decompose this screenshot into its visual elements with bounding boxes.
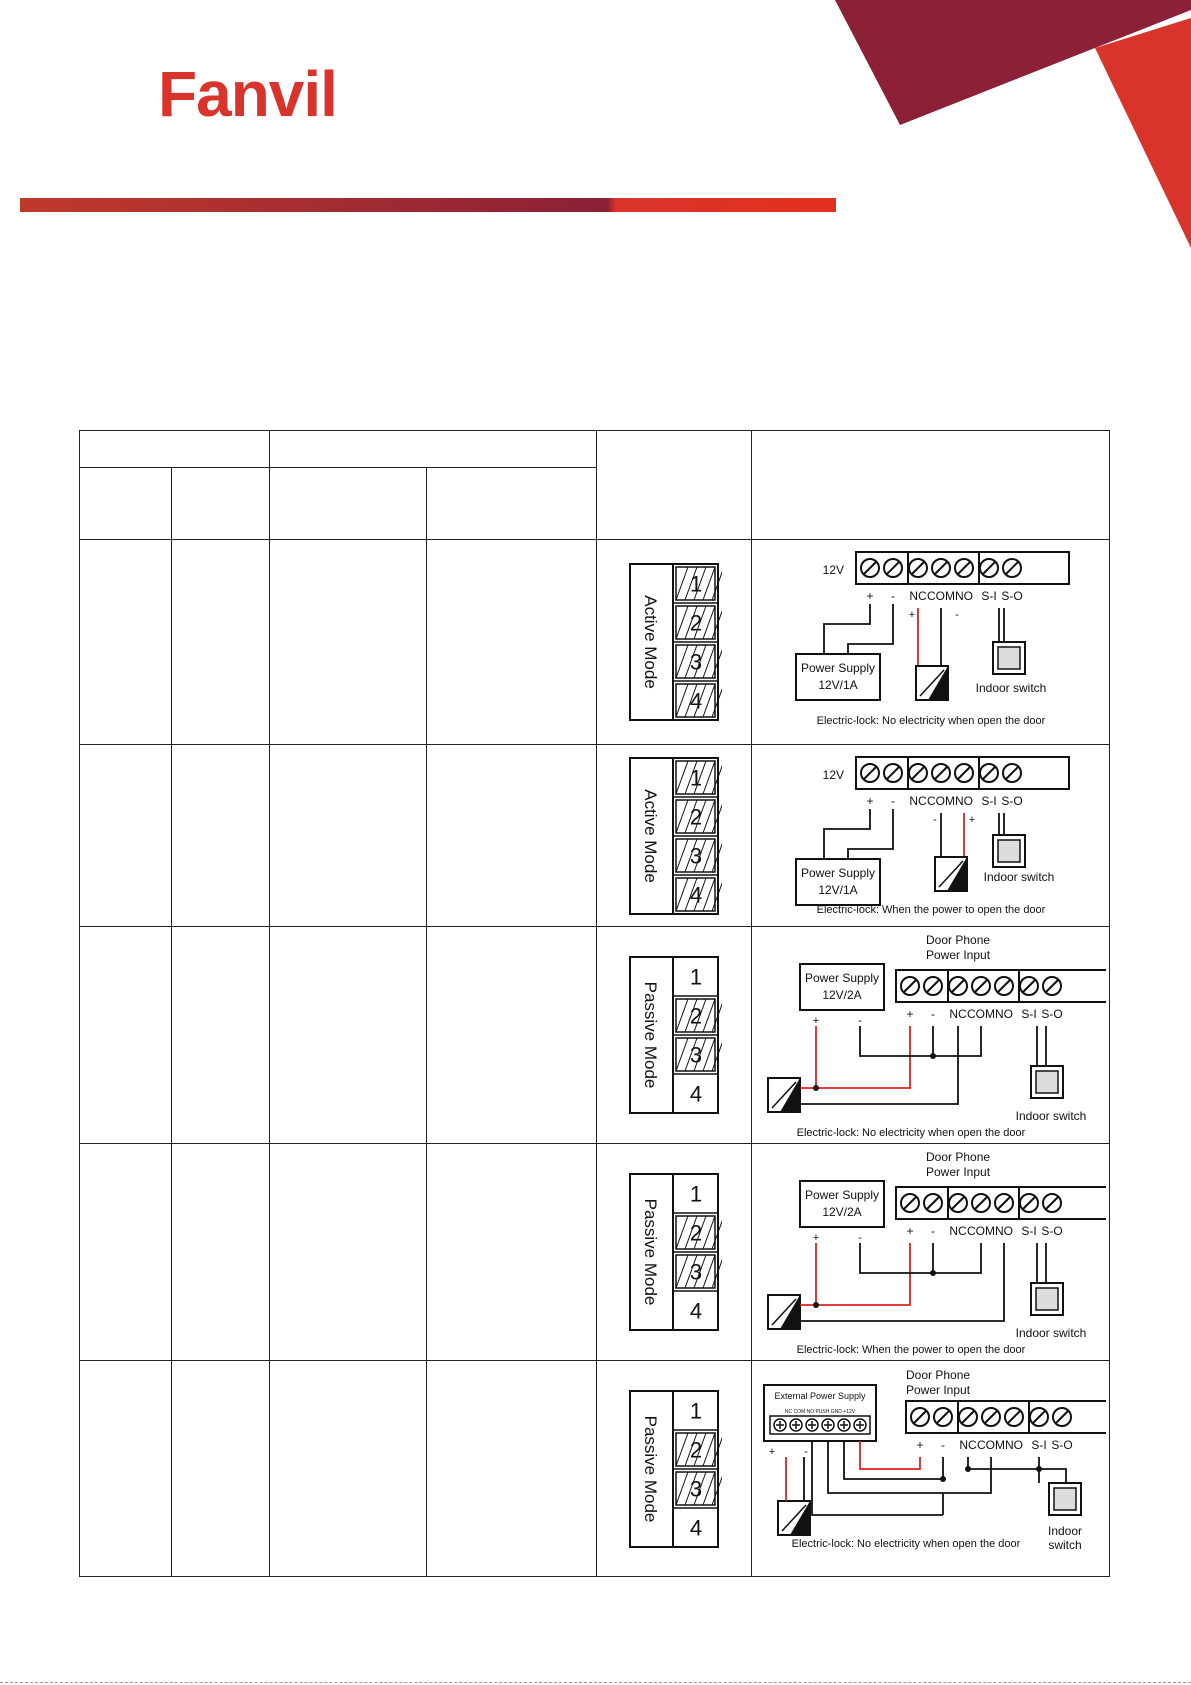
indoor-switch-button xyxy=(1054,1488,1076,1510)
terminal-label: S-I xyxy=(1020,1007,1037,1021)
wiring-diagram-cell xyxy=(752,1144,1110,1361)
dip-position-number: 4 xyxy=(689,882,703,907)
wiring-diagram-cell xyxy=(752,1361,1110,1577)
header-bar xyxy=(20,198,836,212)
terminal-label: - xyxy=(940,1437,945,1452)
terminal-label: COM xyxy=(966,1007,995,1021)
indoor-switch-label: Indoor switch xyxy=(1015,1109,1086,1123)
header-cell xyxy=(597,431,752,540)
dip-mode-label: Passive Mode xyxy=(641,1415,660,1522)
table-row xyxy=(80,540,1110,745)
indoor-switch-button xyxy=(998,840,1020,862)
wiring-diagram xyxy=(756,747,1106,925)
terminal-label: COM xyxy=(966,1224,995,1238)
voltage-label: 12V xyxy=(822,767,844,782)
dip-switch-cell xyxy=(597,1361,752,1577)
junction-dot xyxy=(813,1085,819,1091)
terminal-label: NC xyxy=(948,1007,967,1021)
terminal-label: NO xyxy=(954,793,973,808)
dip-position-number: 1 xyxy=(689,1181,703,1207)
terminal-label: S-I xyxy=(980,589,997,603)
terminal-label: S-O xyxy=(1050,1437,1073,1452)
diagram-caption: Electric-lock: When the power to open the door xyxy=(796,1344,1025,1356)
junction-dot xyxy=(940,1476,946,1482)
lock-polarity: + xyxy=(968,813,975,826)
terminal-label: - xyxy=(930,1007,935,1021)
dip-switch xyxy=(626,1172,722,1332)
terminal-label: COM xyxy=(926,589,955,603)
terminal-label: NO xyxy=(1004,1437,1023,1452)
wire xyxy=(844,1441,943,1479)
dip-mode-label: Active Mode xyxy=(641,595,660,689)
lock-polarity: - xyxy=(803,1445,808,1458)
header-cell xyxy=(427,468,597,540)
terminal-label: NC xyxy=(948,1224,967,1238)
terminal-label: COM xyxy=(926,793,955,808)
wire xyxy=(800,1243,1004,1321)
terminal-label: NC xyxy=(908,589,927,603)
dip-mode-label: Passive Mode xyxy=(641,1198,660,1306)
dip-position-number: 3 xyxy=(689,1476,703,1501)
junction-dot xyxy=(930,1270,936,1276)
terminal-label: NC xyxy=(958,1437,977,1452)
terminal-label: NO xyxy=(994,1224,1013,1238)
power-supply-rating: 12V/1A xyxy=(817,678,858,692)
dip-position-number: 2 xyxy=(689,804,703,829)
indoor-switch-button xyxy=(998,647,1020,669)
dip-position-number: 2 xyxy=(689,1003,703,1029)
diagram-caption: Electric-lock: No electricity when open the door xyxy=(816,715,1045,727)
lock-polarity: + xyxy=(908,609,915,621)
junction-dot xyxy=(1036,1466,1042,1472)
dip-switch-cell xyxy=(597,540,752,745)
terminal-label: NO xyxy=(994,1007,1013,1021)
diagram-caption: Electric-lock: When the power to open the door xyxy=(816,903,1045,916)
power-supply-label: Power Supply xyxy=(800,865,875,880)
logo-wordmark: Fanvil xyxy=(158,58,337,128)
lock-polarity: - xyxy=(954,609,959,621)
junction-dot xyxy=(813,1302,819,1308)
door-phone-label: Door Phone xyxy=(905,1367,970,1382)
dip-position-number: 3 xyxy=(689,1259,703,1285)
wire xyxy=(800,1026,958,1104)
red-wire xyxy=(816,1026,910,1088)
power-supply-label: Power Supply xyxy=(804,1188,879,1202)
terminal-label: S-O xyxy=(1040,1224,1063,1238)
power-supply-rating: 12V/2A xyxy=(821,1205,862,1219)
indoor-switch-label: Indoor xyxy=(1047,1523,1082,1538)
header-cell xyxy=(270,431,597,468)
external-power-supply-pins: NC COM NO PUSH GND +12V xyxy=(784,1408,855,1415)
psu-polarity: + xyxy=(812,1232,819,1244)
wiring-diagram-cell xyxy=(752,745,1110,927)
red-wire xyxy=(816,1243,910,1305)
voltage-label: 12V xyxy=(822,563,844,577)
wire xyxy=(824,604,870,654)
terminal-label: + xyxy=(905,1007,914,1021)
red-wire xyxy=(860,1441,920,1469)
dip-mode-label: Active Mode xyxy=(641,788,660,883)
table-row xyxy=(80,1361,1110,1577)
dip-mode-label: Passive Mode xyxy=(641,981,660,1089)
header-cell xyxy=(80,431,270,468)
dip-position-number: 4 xyxy=(689,1298,703,1324)
wiring-diagram-cell xyxy=(752,540,1110,745)
wiring-table xyxy=(79,430,1110,1577)
footer-rule xyxy=(0,1682,1191,1683)
power-supply-label: Power Supply xyxy=(800,661,875,675)
dip-position-number: 3 xyxy=(689,649,703,675)
indoor-switch-label: Indoor switch xyxy=(1015,1326,1086,1340)
wiring-diagram xyxy=(756,542,1106,742)
psu-polarity: + xyxy=(812,1015,819,1027)
lock-polarity: - xyxy=(932,813,937,826)
door-phone-label: Door Phone xyxy=(925,933,990,947)
lock-polarity: + xyxy=(768,1445,775,1458)
dip-position-number: 4 xyxy=(689,688,703,714)
dip-switch xyxy=(626,955,722,1115)
header-cell xyxy=(752,431,1110,540)
wire xyxy=(860,1243,981,1273)
terminal-label: S-I xyxy=(1030,1437,1047,1452)
dip-position-number: 1 xyxy=(689,1398,703,1423)
header-corner-graphic xyxy=(0,0,1191,260)
psu-polarity: - xyxy=(857,1015,862,1027)
psu-polarity: - xyxy=(857,1232,862,1244)
power-input-label: Power Input xyxy=(925,1165,990,1179)
indoor-switch-label: Indoor switch xyxy=(975,681,1046,695)
terminal-label: + xyxy=(905,1224,914,1238)
junction-dot xyxy=(965,1466,971,1472)
dip-position-number: 2 xyxy=(689,1220,703,1246)
terminal-label: S-O xyxy=(1000,793,1023,808)
power-input-label: Power Input xyxy=(905,1382,970,1397)
indoor-switch-label: Indoor switch xyxy=(983,869,1054,884)
red-wire xyxy=(800,1243,816,1305)
terminal-label: + xyxy=(915,1437,924,1452)
wiring-diagram xyxy=(756,1365,1106,1573)
dip-switch-cell xyxy=(597,745,752,927)
wire xyxy=(968,1457,1066,1483)
dip-position-number: 3 xyxy=(689,1042,703,1068)
junction-dot xyxy=(930,1053,936,1059)
table-row xyxy=(80,745,1110,927)
terminal-label: - xyxy=(890,793,895,808)
terminal-label: S-I xyxy=(1020,1224,1037,1238)
wiring-diagram xyxy=(756,1147,1106,1357)
dip-switch-cell xyxy=(597,927,752,1144)
table-row xyxy=(80,1144,1110,1361)
terminal-label: S-I xyxy=(980,793,997,808)
dip-position-number: 1 xyxy=(689,964,703,990)
table-header-row-1 xyxy=(80,431,1110,468)
terminal-label: + xyxy=(865,793,874,808)
fanvil-logo xyxy=(158,58,358,128)
terminal-label: COM xyxy=(976,1437,1005,1452)
terminal-label: NC xyxy=(908,793,927,808)
dip-position-number: 3 xyxy=(689,843,703,868)
dip-switch xyxy=(626,756,722,916)
red-wire xyxy=(800,1026,816,1088)
header-cell xyxy=(270,468,427,540)
dip-position-number: 1 xyxy=(689,571,703,597)
terminal-label: + xyxy=(865,589,874,603)
indoor-switch-button xyxy=(1036,1288,1058,1310)
power-input-label: Power Input xyxy=(925,948,990,962)
header-cell xyxy=(80,468,172,540)
power-supply-label: Power Supply xyxy=(804,971,879,985)
indoor-switch-button xyxy=(1036,1071,1058,1093)
wiring-diagram-cell xyxy=(752,927,1110,1144)
wiring-diagram xyxy=(756,930,1106,1140)
wire xyxy=(860,1026,981,1056)
dip-position-number: 4 xyxy=(689,1081,703,1107)
wire xyxy=(824,809,870,859)
indoor-switch-label: switch xyxy=(1047,1537,1082,1552)
wire xyxy=(812,1441,943,1515)
table-row xyxy=(80,927,1110,1144)
terminal-label: - xyxy=(930,1224,935,1238)
power-supply-rating: 12V/2A xyxy=(821,988,862,1002)
power-supply-rating: 12V/1A xyxy=(817,882,858,897)
dip-switch xyxy=(626,562,722,722)
dip-position-number: 2 xyxy=(689,1437,703,1462)
door-phone-label: Door Phone xyxy=(925,1150,990,1164)
terminal-label: S-O xyxy=(1040,1007,1063,1021)
header-cell xyxy=(172,468,270,540)
dip-position-number: 2 xyxy=(689,610,703,636)
diagram-caption: Electric-lock: No electricity when open the door xyxy=(791,1537,1020,1550)
dip-position-number: 4 xyxy=(689,1515,703,1540)
dip-switch xyxy=(626,1389,722,1549)
terminal-label: S-O xyxy=(1000,589,1023,603)
diagram-caption: Electric-lock: No electricity when open the door xyxy=(796,1127,1025,1139)
dip-switch-cell xyxy=(597,1144,752,1361)
terminal-label: NO xyxy=(954,589,973,603)
external-power-supply-label: External Power Supply xyxy=(773,1390,866,1401)
terminal-label: - xyxy=(890,589,895,603)
dip-position-number: 1 xyxy=(689,765,703,790)
